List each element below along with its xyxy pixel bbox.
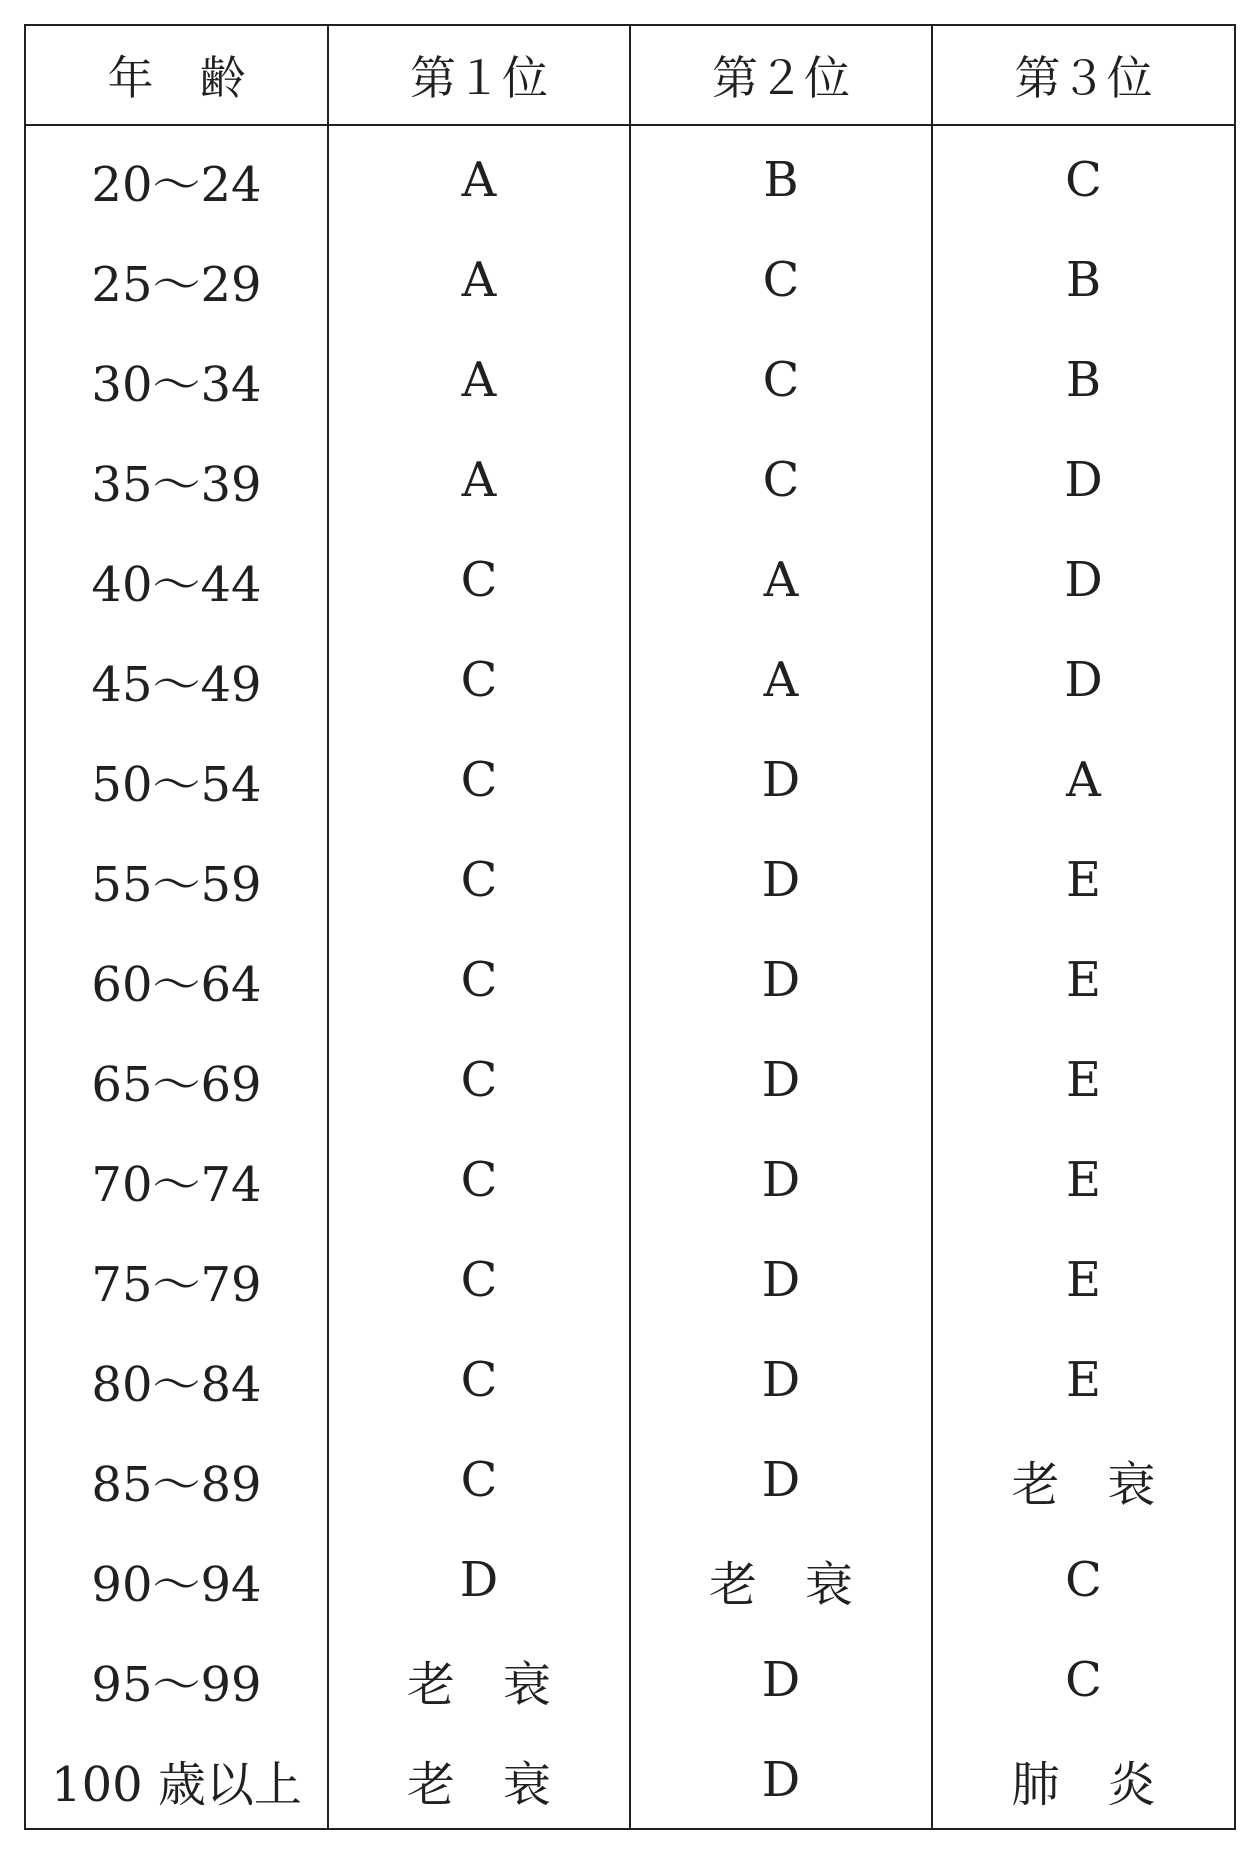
- rank-3-cell: 肺 炎: [932, 1730, 1234, 1830]
- rank-2-cell: 老 衰: [630, 1530, 932, 1630]
- rank-1-cell: A: [328, 430, 630, 530]
- age-cell: 95〜99: [91, 1656, 262, 1713]
- rank-1-cell: C: [328, 1030, 630, 1130]
- table-row: [26, 730, 1234, 830]
- rank-3-cell: E: [932, 1130, 1234, 1230]
- table-row: [26, 1530, 1234, 1630]
- rank-2-cell: C: [630, 230, 932, 330]
- age-cell: 40〜44: [91, 556, 262, 613]
- rank-2-cell: D: [630, 1730, 932, 1830]
- rank-2-cell: D: [630, 930, 932, 1030]
- rank-3-cell: E: [932, 1330, 1234, 1430]
- rank-1-cell: C: [328, 1330, 630, 1430]
- rank-2-cell: D: [630, 1430, 932, 1530]
- ranking-table-frame: [24, 24, 1236, 1830]
- rank-2-cell: D: [630, 830, 932, 930]
- rank-2-cell: B: [630, 125, 932, 230]
- rank-3-cell: E: [932, 830, 1234, 930]
- header-row: [26, 26, 1234, 125]
- table-row: [26, 1430, 1234, 1530]
- rank-3-cell: C: [932, 125, 1234, 230]
- cause-ranking-table: [26, 26, 1234, 1830]
- age-cell: 45〜49: [91, 656, 262, 713]
- age-cell: 65〜69: [91, 1056, 262, 1113]
- rank-3-cell: E: [932, 1230, 1234, 1330]
- rank-1-cell: C: [328, 730, 630, 830]
- header-rank-3: 第３位: [932, 26, 1234, 125]
- age-cell: 25〜29: [91, 256, 262, 313]
- table-row: [26, 630, 1234, 730]
- table-row: [26, 125, 1234, 230]
- rank-2-cell: C: [630, 330, 932, 430]
- rank-2-cell: A: [630, 630, 932, 730]
- age-cell: 100 歳以上: [51, 1756, 302, 1813]
- table-row: [26, 830, 1234, 930]
- header-age: 年 齢: [26, 26, 328, 125]
- age-cell: 70〜74: [91, 1156, 262, 1213]
- rank-2-cell: D: [630, 730, 932, 830]
- rank-2-cell: D: [630, 1330, 932, 1430]
- rank-3-cell: E: [932, 1030, 1234, 1130]
- rank-3-cell: B: [932, 330, 1234, 430]
- header-rank-2: 第２位: [630, 26, 932, 125]
- age-cell: 50〜54: [91, 756, 262, 813]
- rank-3-cell: D: [932, 630, 1234, 730]
- rank-1-cell: 老 衰: [328, 1630, 630, 1730]
- age-cell: 55〜59: [91, 856, 262, 913]
- rank-1-cell: C: [328, 830, 630, 930]
- age-cell: 75〜79: [91, 1256, 262, 1313]
- rank-2-cell: C: [630, 430, 932, 530]
- age-cell: 30〜34: [91, 356, 262, 413]
- age-cell: 80〜84: [91, 1356, 262, 1413]
- age-cell: 90〜94: [91, 1556, 262, 1613]
- table-row: [26, 930, 1234, 1030]
- table-row: [26, 1230, 1234, 1330]
- rank-3-cell: D: [932, 530, 1234, 630]
- table-row: [26, 1630, 1234, 1730]
- rank-2-cell: D: [630, 1630, 932, 1730]
- rank-2-cell: D: [630, 1030, 932, 1130]
- table-row: [26, 430, 1234, 530]
- table-row: [26, 1030, 1234, 1130]
- rank-3-cell: B: [932, 230, 1234, 330]
- rank-3-cell: C: [932, 1530, 1234, 1630]
- rank-3-cell: E: [932, 930, 1234, 1030]
- rank-3-cell: A: [932, 730, 1234, 830]
- rank-1-cell: C: [328, 1230, 630, 1330]
- age-cell: 60〜64: [91, 956, 262, 1013]
- table-row: [26, 230, 1234, 330]
- rank-1-cell: C: [328, 1430, 630, 1530]
- rank-1-cell: A: [328, 125, 630, 230]
- table-row: [26, 530, 1234, 630]
- header-rank-1: 第１位: [328, 26, 630, 125]
- table-row: [26, 1130, 1234, 1230]
- rank-1-cell: C: [328, 530, 630, 630]
- table-header: [26, 26, 1234, 125]
- age-cell: 20〜24: [91, 156, 262, 213]
- table-row: [26, 1330, 1234, 1430]
- rank-1-cell: D: [328, 1530, 630, 1630]
- rank-3-cell: D: [932, 430, 1234, 530]
- rank-1-cell: A: [328, 230, 630, 330]
- rank-2-cell: A: [630, 530, 932, 630]
- rank-1-cell: C: [328, 1130, 630, 1230]
- rank-2-cell: D: [630, 1230, 932, 1330]
- rank-1-cell: C: [328, 930, 630, 1030]
- table-row: [26, 330, 1234, 430]
- table-row: [26, 1730, 1234, 1830]
- table-body: [26, 125, 1234, 1830]
- rank-2-cell: D: [630, 1130, 932, 1230]
- rank-3-cell: 老 衰: [932, 1430, 1234, 1530]
- rank-1-cell: C: [328, 630, 630, 730]
- age-cell: 85〜89: [91, 1456, 262, 1513]
- rank-3-cell: C: [932, 1630, 1234, 1730]
- rank-1-cell: 老 衰: [328, 1730, 630, 1830]
- age-cell: 35〜39: [91, 456, 262, 513]
- rank-1-cell: A: [328, 330, 630, 430]
